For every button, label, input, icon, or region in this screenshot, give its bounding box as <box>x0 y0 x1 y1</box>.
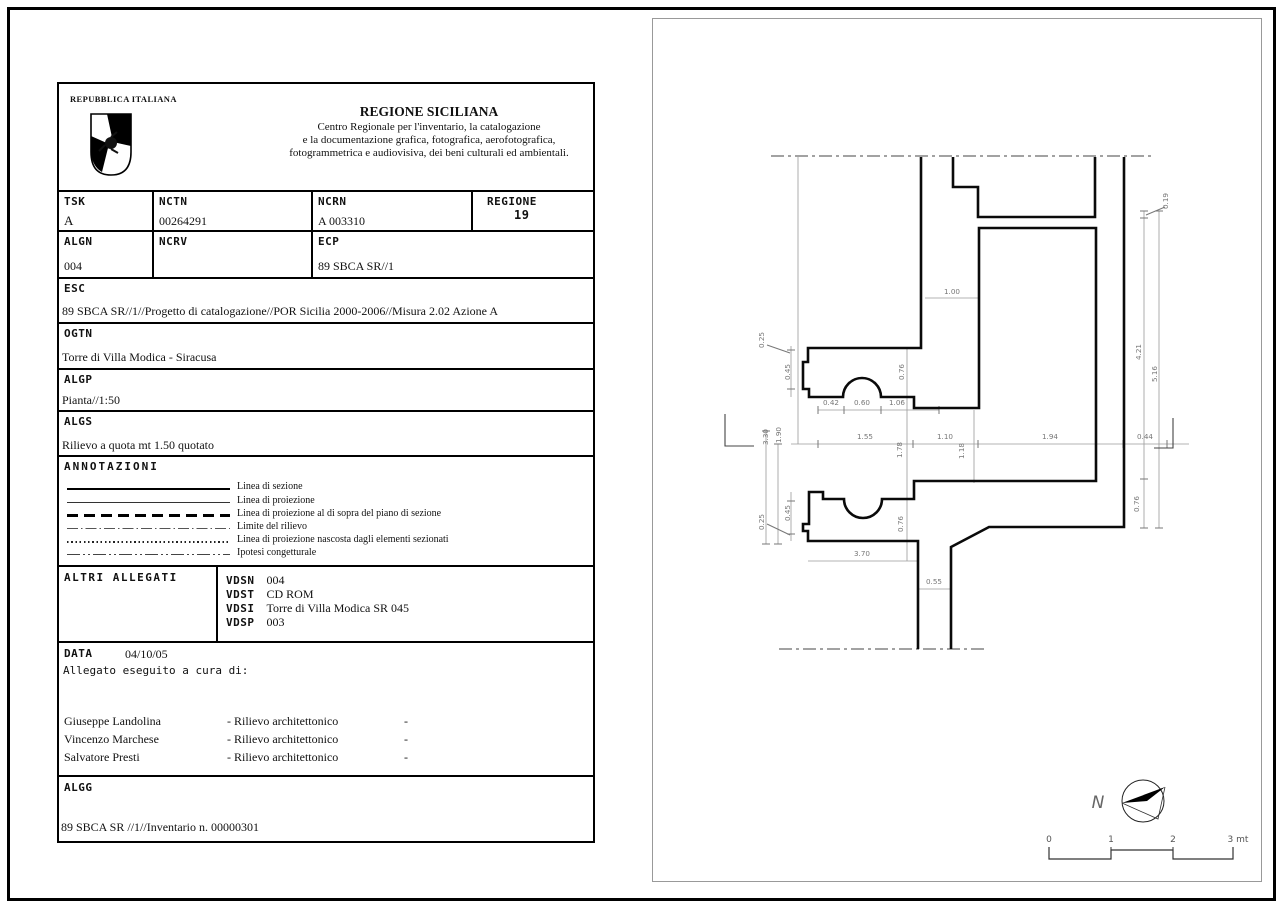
field-ecp-label: ECP <box>318 235 340 248</box>
divider <box>216 567 218 641</box>
legend-line-proiezione <box>67 502 230 503</box>
form-header <box>59 84 593 190</box>
dim-label: 0.76 <box>897 363 906 381</box>
vds-list <box>226 571 409 627</box>
data-label: DATA <box>64 647 93 660</box>
field-algs-value: Rilievo a quota mt 1.50 quotato <box>62 438 214 452</box>
field-algp-label: ALGP <box>64 373 93 386</box>
credit-col3: - <box>404 732 408 746</box>
credit-role: - Rilievo architettonico <box>227 732 339 746</box>
dim-label: 0.45 <box>783 504 792 522</box>
data-note: Allegato eseguito a cura di: <box>63 664 249 677</box>
field-tsk-value: A <box>64 213 74 228</box>
dim-label: 3.30 <box>761 428 770 446</box>
credit-col3: - <box>404 750 408 764</box>
field-esc-value: 89 SBCA SR//1//Progetto di catalogazione//POR Sicilia 2000-2006//Misura 2.02 Azione A <box>62 304 498 318</box>
wall-upper-room <box>953 157 1095 217</box>
match-marks <box>725 414 1173 448</box>
legend-line-proiezione-sopra <box>67 514 230 517</box>
dim-label: 1.94 <box>1041 432 1059 441</box>
legend-label: Linea di proiezione <box>237 495 315 506</box>
vdsn-value: 004 <box>266 573 285 587</box>
legend-label: Linea di sezione <box>237 481 303 492</box>
annotazioni-label: ANNOTAZIONI <box>64 460 159 473</box>
form-row-1 <box>59 190 593 230</box>
plan-drawing <box>653 19 1260 880</box>
dim-label: 1.06 <box>888 398 906 407</box>
legend-label: Linea di proiezione nascosta dagli elementi sezionati <box>237 534 449 545</box>
scale-tick-0: 0 <box>1046 835 1052 845</box>
legend-label: Limite del rilievo <box>237 521 307 532</box>
scale-tick-2: 2 <box>1170 835 1176 845</box>
field-tsk-label: TSK <box>64 195 86 208</box>
divider <box>311 232 313 277</box>
credit-col3: - <box>404 714 408 728</box>
form-row-algs <box>59 410 593 455</box>
dim-label: 0.60 <box>853 398 871 407</box>
dim-label: 1.10 <box>936 432 954 441</box>
header-subtitle-2: e la documentazione grafica, fotografica, aerofotografica, <box>302 134 556 146</box>
dim-label: 1.90 <box>774 426 783 444</box>
header-title: REGIONE SICILIANA <box>359 104 499 119</box>
field-regione-label: REGIONE <box>487 195 537 208</box>
legend-line-limite <box>67 528 230 529</box>
field-algs-label: ALGS <box>64 415 93 428</box>
credit-name: Giuseppe Landolina <box>64 714 161 728</box>
field-algp-value: Pianta//1:50 <box>62 393 120 407</box>
vdst-code: VDST <box>226 588 255 601</box>
construction-lines <box>766 157 1189 589</box>
dim-label: 4.21 <box>1134 343 1143 361</box>
coat-of-arms-icon <box>89 112 133 178</box>
legend-label: Ipotesi congetturale <box>237 547 317 558</box>
vdsn-code: VDSN <box>226 574 255 587</box>
dim-label: 5.16 <box>1150 365 1159 383</box>
credit-name: Vincenzo Marchese <box>64 732 159 746</box>
credit-role: - Rilievo architettonico <box>227 714 339 728</box>
field-regione-value: 19 <box>514 208 530 222</box>
catalog-form <box>57 82 595 843</box>
divider <box>311 192 313 230</box>
field-algg-label: ALGG <box>64 781 93 794</box>
header-country-label: REPUBBLICA ITALIANA <box>70 94 177 104</box>
field-esc-label: ESC <box>64 282 86 295</box>
legend-line-ipotesi <box>67 554 230 555</box>
field-ogtn-label: OGTN <box>64 327 93 340</box>
credit-role: - Rilievo architettonico <box>227 750 339 764</box>
data-date: 04/10/05 <box>125 647 168 661</box>
vdsi-code: VDSI <box>226 602 255 615</box>
vdsi-value: Torre di Villa Modica SR 045 <box>266 601 410 615</box>
dim-label: 0.76 <box>1132 495 1141 513</box>
scale-tick-1: 1 <box>1108 835 1114 845</box>
form-row-ogtn <box>59 322 593 368</box>
scale-tick-3: 3 mt <box>1227 835 1249 845</box>
dim-label: 0.42 <box>822 398 840 407</box>
form-row-2 <box>59 230 593 277</box>
wall-main-outline <box>803 157 1096 649</box>
dim-label: 1.00 <box>943 287 961 296</box>
altri-allegati-label: ALTRI ALLEGATI <box>64 571 178 584</box>
section-walls <box>803 157 1124 649</box>
field-nctn-value: 00264291 <box>159 214 207 228</box>
scale-bar <box>1046 835 1249 859</box>
field-ecp-value: 89 SBCA SR//1 <box>318 259 395 273</box>
dim-label: 0.19 <box>1161 192 1170 210</box>
vdst-value: CD ROM <box>266 587 314 601</box>
field-algn-value: 004 <box>64 259 82 273</box>
form-row-annotazioni <box>59 455 593 565</box>
dim-label: 0.76 <box>896 515 905 533</box>
north-arrow-icon <box>1092 780 1165 822</box>
field-ogtn-value: Torre di Villa Modica - Siracusa <box>62 350 217 364</box>
wall-right-outline <box>951 157 1124 649</box>
vdsp-value: 003 <box>266 615 285 629</box>
field-algg-value: 89 SBCA SR //1//Inventario n. 00000301 <box>61 820 260 834</box>
field-ncrv-label: NCRV <box>159 235 188 248</box>
vdsp-code: VDSP <box>226 616 255 629</box>
form-row-data <box>59 641 593 775</box>
divider <box>471 192 473 230</box>
form-row-altri-allegati <box>59 565 593 641</box>
field-ncrn-value: A 003310 <box>318 214 366 228</box>
divider <box>152 232 154 277</box>
credit-name: Salvatore Presti <box>64 750 140 764</box>
dim-label: 0.25 <box>757 513 766 531</box>
field-algn-label: ALGN <box>64 235 93 248</box>
legend-line-nascosta <box>67 541 230 543</box>
header-subtitle-1: Centro Regionale per l'inventario, la catalogazione <box>317 121 541 133</box>
dim-label: 1.55 <box>856 432 874 441</box>
dim-label: 1.18 <box>957 442 966 460</box>
dim-label: 0.45 <box>783 363 792 381</box>
form-row-esc <box>59 277 593 322</box>
dim-label: 0.44 <box>1136 432 1154 441</box>
dim-label: 3.70 <box>853 549 871 558</box>
dim-label: 0.25 <box>757 331 766 349</box>
dim-label: 0.55 <box>925 577 943 586</box>
legend-line-sezione <box>67 488 230 490</box>
form-row-algg <box>59 775 593 839</box>
drawing-panel <box>652 18 1262 882</box>
form-row-algp <box>59 368 593 410</box>
field-ncrn-label: NCRN <box>318 195 347 208</box>
north-letter: N <box>1091 793 1105 813</box>
field-nctn-label: NCTN <box>159 195 188 208</box>
dim-label: 1.78 <box>895 441 904 459</box>
divider <box>152 192 154 230</box>
header-subtitle-3: fotogrammetrica e audiovisiva, dei beni culturali ed ambientali. <box>289 147 569 159</box>
legend-label: Linea di proiezione al di sopra del piano di sezione <box>237 508 442 519</box>
